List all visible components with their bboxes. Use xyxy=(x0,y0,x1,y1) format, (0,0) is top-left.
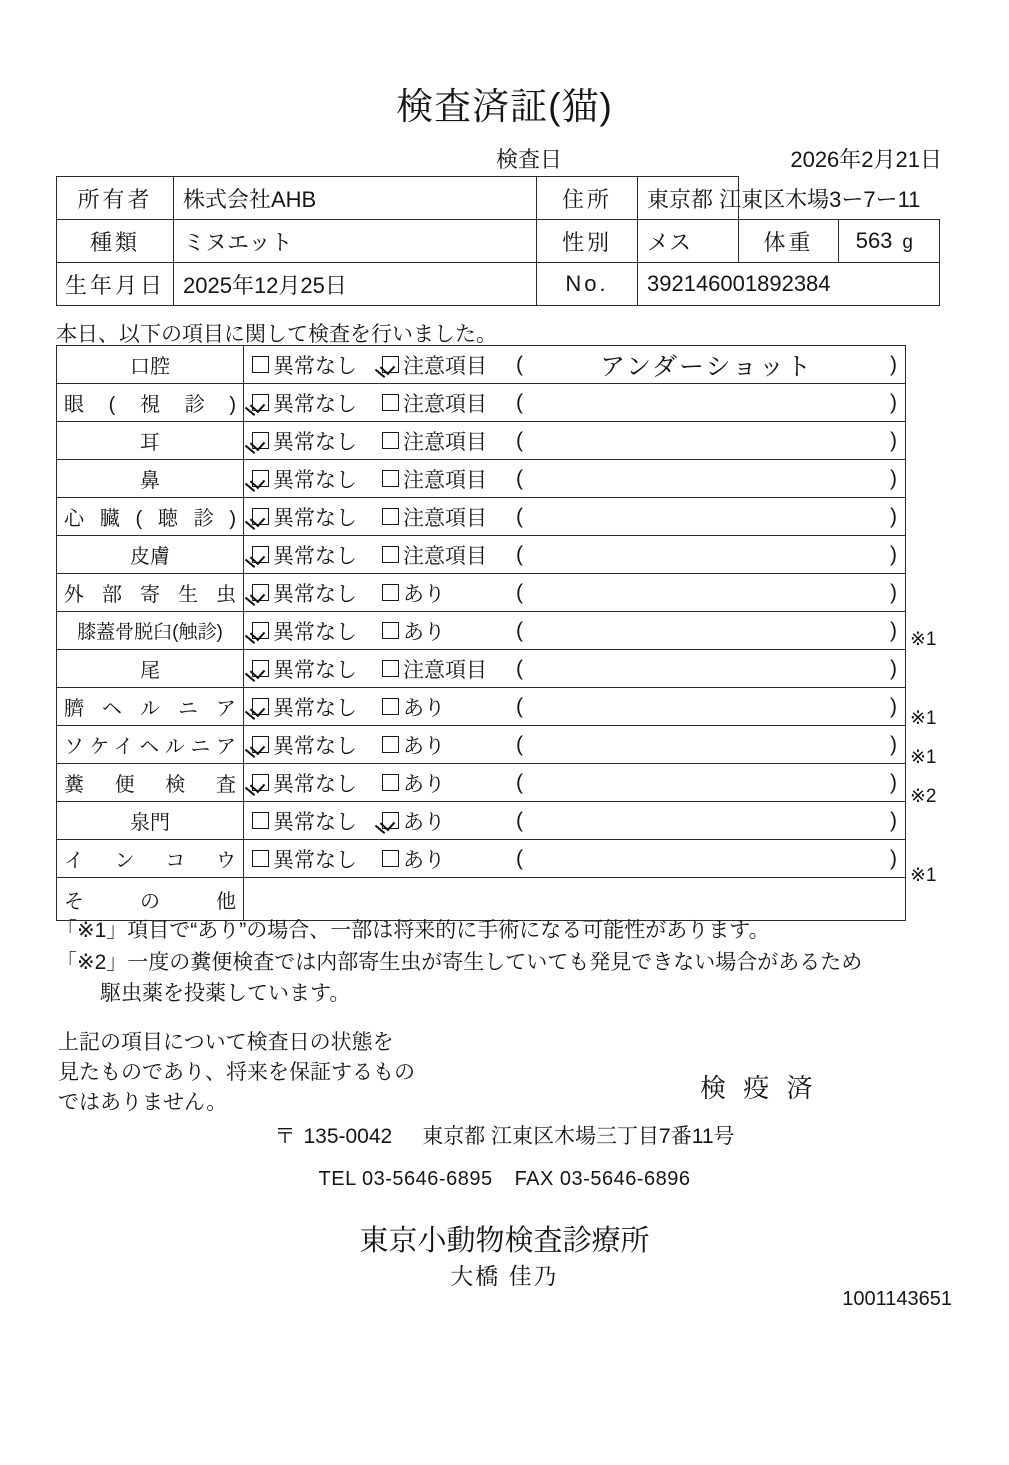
checklist-item-options xyxy=(244,726,906,764)
table-row xyxy=(57,536,906,574)
option-normal[interactable] xyxy=(252,692,382,722)
footnotes xyxy=(56,915,936,1010)
checklist-item-options xyxy=(244,536,906,574)
birthdate-label: 生年月日 xyxy=(57,263,174,306)
checkbox-icon[interactable] xyxy=(382,470,399,487)
option-finding[interactable] xyxy=(382,464,510,494)
inspection-checklist-table xyxy=(56,345,906,921)
checklist-item-label xyxy=(57,688,244,726)
footnote-mark xyxy=(910,424,980,463)
option-finding[interactable] xyxy=(382,388,510,418)
checked-checkbox-icon[interactable] xyxy=(252,546,269,563)
option-normal[interactable] xyxy=(252,654,382,684)
table-row xyxy=(57,422,906,460)
option-label: 異常なし xyxy=(273,506,357,530)
option-normal[interactable] xyxy=(252,388,382,418)
checkbox-icon[interactable] xyxy=(382,850,399,867)
checkbox-icon[interactable] xyxy=(382,622,399,639)
animal-no-label: No. xyxy=(537,263,638,306)
table-row xyxy=(57,764,906,802)
option-normal[interactable] xyxy=(252,578,382,608)
paren-open: ( xyxy=(516,466,523,490)
option-normal[interactable] xyxy=(252,502,382,532)
paren-open: ( xyxy=(516,542,523,566)
footnote-mark xyxy=(910,463,980,502)
checklist-item-label xyxy=(57,422,244,460)
table-row xyxy=(57,840,906,878)
checkbox-icon[interactable] xyxy=(382,546,399,563)
paren-close: ) xyxy=(890,656,897,680)
other-label-text: その他 xyxy=(64,890,236,913)
checklist-item-label-text: 鼻 xyxy=(140,470,160,492)
paren-open: ( xyxy=(516,732,523,756)
paren-close: ) xyxy=(890,694,897,718)
intro-text: 本日、以下の項目に関して検査を行いました。 xyxy=(56,323,497,346)
checklist-item-label xyxy=(57,802,244,840)
checklist-item-label-text: 泉門 xyxy=(130,812,170,834)
option-label: あり xyxy=(403,772,445,796)
option-label: あり xyxy=(403,696,445,720)
option-label: 注意項目 xyxy=(403,392,487,416)
option-label: 異常なし xyxy=(273,620,357,644)
checked-checkbox-icon[interactable] xyxy=(382,812,399,829)
checklist-item-label-text: 臍ヘルニア xyxy=(64,698,236,720)
option-finding[interactable] xyxy=(382,806,510,836)
table-row xyxy=(57,650,906,688)
checklist-item-label xyxy=(57,574,244,612)
footnote-mark xyxy=(910,384,980,423)
option-finding[interactable] xyxy=(382,654,510,684)
page-title: 検査済証(猫) xyxy=(396,86,613,127)
table-row xyxy=(57,574,906,612)
sex-label: 性別 xyxy=(537,220,638,263)
checklist-item-label-text: 外部寄生虫 xyxy=(64,584,236,606)
footnote-mark: ※2 xyxy=(910,786,937,808)
breed-label: 種類 xyxy=(57,220,174,263)
checklist-item-options xyxy=(244,840,906,878)
checklist-item-options xyxy=(244,688,906,726)
weight-value-cell xyxy=(839,220,940,263)
address-label: 住所 xyxy=(537,177,638,220)
quarantine-stamp: 検 疫 済 xyxy=(700,1073,818,1103)
option-label: あり xyxy=(403,848,445,872)
exam-date-row xyxy=(56,144,942,174)
option-label: 異常なし xyxy=(273,430,357,454)
paren-close: ) xyxy=(890,732,897,756)
exam-date-label: 検査日 xyxy=(495,147,562,172)
option-finding[interactable] xyxy=(382,502,510,532)
option-label: 異常なし xyxy=(273,582,357,606)
option-label: 異常なし xyxy=(273,468,357,492)
owner-value: 株式会社AHB xyxy=(174,177,537,220)
checked-checkbox-icon[interactable] xyxy=(252,698,269,715)
option-finding[interactable] xyxy=(382,578,510,608)
option-label: 注意項目 xyxy=(403,468,487,492)
checklist-item-label xyxy=(57,612,244,650)
paren-open: ( xyxy=(516,618,523,642)
option-finding[interactable] xyxy=(382,730,510,760)
option-normal[interactable] xyxy=(252,540,382,570)
footnote-mark xyxy=(910,659,980,698)
paren-close: ) xyxy=(890,504,897,528)
option-finding[interactable] xyxy=(382,616,510,646)
veterinarian-name: 大橋 佳乃 xyxy=(450,1263,559,1289)
checklist-item-label-text: 尾 xyxy=(140,660,160,682)
table-row xyxy=(57,384,906,422)
handwritten-note[interactable]: アンダーショット xyxy=(599,351,813,381)
paren-close: ) xyxy=(890,770,897,794)
checked-checkbox-icon[interactable] xyxy=(252,736,269,753)
option-label: 注意項目 xyxy=(403,354,487,378)
weight-value: 563 xyxy=(855,228,893,253)
checklist-item-options xyxy=(244,612,906,650)
option-finding[interactable] xyxy=(382,426,510,456)
checkbox-icon[interactable] xyxy=(382,432,399,449)
sex-value: メス xyxy=(638,220,739,263)
owner-label: 所有者 xyxy=(57,177,174,220)
paren-close: ) xyxy=(890,808,897,832)
checkbox-icon[interactable] xyxy=(382,508,399,525)
checklist-item-options xyxy=(244,802,906,840)
checkbox-icon[interactable] xyxy=(252,812,269,829)
option-label: 注意項目 xyxy=(403,658,487,682)
checklist-item-label-text: 皮膚 xyxy=(130,546,170,568)
checklist-item-label-text: 耳 xyxy=(140,432,160,454)
checkbox-icon[interactable] xyxy=(382,774,399,791)
clinic-zip: 135-0042 xyxy=(303,1125,393,1148)
checked-checkbox-icon[interactable] xyxy=(252,774,269,791)
footnote-2-line1: 「※2」一度の糞便検査では内部寄生虫が寄生していても発見できない場合があるため xyxy=(56,950,863,974)
option-label: 異常なし xyxy=(273,392,357,416)
checklist-item-options xyxy=(244,346,906,384)
checkbox-icon[interactable] xyxy=(382,698,399,715)
paren-close: ) xyxy=(890,542,897,566)
paren-close: ) xyxy=(890,390,897,414)
checklist-item-label-text: 口腔 xyxy=(130,356,170,378)
footnote-mark xyxy=(910,817,980,856)
footnote-mark: ※1 xyxy=(910,707,937,729)
checklist-item-options xyxy=(244,460,906,498)
option-label: 注意項目 xyxy=(403,544,487,568)
checklist-item-options xyxy=(244,574,906,612)
checklist-item-label-text: インコウ xyxy=(64,850,236,872)
option-label: 注意項目 xyxy=(403,430,487,454)
clinic-contact-line xyxy=(0,1168,1009,1191)
option-normal[interactable] xyxy=(252,616,382,646)
paren-open: ( xyxy=(516,428,523,452)
option-finding[interactable] xyxy=(382,692,510,722)
clinic-fax: FAX 03-5646-6896 xyxy=(514,1168,691,1190)
checklist-item-label-text: 糞便検査 xyxy=(64,774,236,796)
option-finding[interactable] xyxy=(382,540,510,570)
checked-checkbox-icon[interactable] xyxy=(252,660,269,677)
paren-open: ( xyxy=(516,656,523,680)
checkbox-icon[interactable] xyxy=(252,356,269,373)
paren-open: ( xyxy=(516,504,523,528)
option-finding[interactable] xyxy=(382,768,510,798)
checklist-item-options xyxy=(244,764,906,802)
option-label: 異常なし xyxy=(273,354,357,378)
option-normal[interactable] xyxy=(252,426,382,456)
weight-label: 体重 xyxy=(738,220,839,263)
animal-no-value: 392146001892384 xyxy=(638,263,940,306)
checklist-item-label xyxy=(57,498,244,536)
checkbox-icon[interactable] xyxy=(382,584,399,601)
footnote-mark: ※1 xyxy=(910,864,937,886)
option-normal[interactable] xyxy=(252,806,382,836)
table-row xyxy=(57,498,906,536)
clinic-tel: TEL 03-5646-6895 xyxy=(318,1168,493,1190)
checklist-item-label xyxy=(57,346,244,384)
checkbox-icon[interactable] xyxy=(382,736,399,753)
footnote-mark: ※1 xyxy=(910,746,937,768)
disclaimer-line-3: ではありません。 xyxy=(58,1090,228,1114)
option-normal[interactable] xyxy=(252,350,382,380)
option-label: 異常なし xyxy=(273,544,357,568)
checklist-item-label xyxy=(57,384,244,422)
table-row xyxy=(57,802,906,840)
option-label: 異常なし xyxy=(273,810,357,834)
checklist-item-label xyxy=(57,460,244,498)
footnote-mark: ※1 xyxy=(910,629,937,651)
checked-checkbox-icon[interactable] xyxy=(252,470,269,487)
checked-checkbox-icon[interactable] xyxy=(252,584,269,601)
footnote-mark xyxy=(910,345,980,384)
animal-info-table xyxy=(56,176,940,306)
footnote-mark xyxy=(910,581,980,620)
paren-close: ) xyxy=(890,466,897,490)
checklist-item-label xyxy=(57,726,244,764)
option-finding[interactable] xyxy=(382,844,510,874)
checklist-item-options xyxy=(244,422,906,460)
checklist-item-label xyxy=(57,764,244,802)
checklist-item-label-text: ソケイヘルニア xyxy=(64,736,236,758)
table-row-breed xyxy=(57,220,940,263)
option-label: あり xyxy=(403,620,445,644)
paren-open: ( xyxy=(516,352,523,376)
option-label: 異常なし xyxy=(273,848,357,872)
checkbox-icon[interactable] xyxy=(382,660,399,677)
checked-checkbox-icon[interactable] xyxy=(382,356,399,373)
paren-open: ( xyxy=(516,390,523,414)
option-finding[interactable] xyxy=(382,350,510,380)
table-row xyxy=(57,346,906,384)
paren-close: ) xyxy=(890,580,897,604)
footnote-2-line2: 駆虫薬を投薬しています。 xyxy=(100,982,351,1005)
table-row xyxy=(57,460,906,498)
table-row xyxy=(57,612,906,650)
checklist-item-options xyxy=(244,384,906,422)
option-label: 異常なし xyxy=(273,658,357,682)
paren-open: ( xyxy=(516,846,523,870)
postal-mark-icon: 〒 xyxy=(274,1125,296,1148)
footnote-mark xyxy=(910,541,980,580)
table-row-birth xyxy=(57,263,940,306)
footnote-marks-column xyxy=(910,345,980,895)
breed-value: ミヌエット xyxy=(174,220,537,263)
checked-checkbox-icon[interactable] xyxy=(252,394,269,411)
checked-checkbox-icon[interactable] xyxy=(252,622,269,639)
address-value: 東京都 江東区木場3ー7ー11 xyxy=(638,177,739,220)
option-label: あり xyxy=(403,810,445,834)
checkbox-icon[interactable] xyxy=(382,394,399,411)
option-label: 異常なし xyxy=(273,696,357,720)
checklist-item-label xyxy=(57,650,244,688)
checklist-item-label-text: 膝蓋骨脱臼(触診) xyxy=(77,622,223,643)
reference-number: 1001143651 xyxy=(842,1288,952,1310)
option-label: 異常なし xyxy=(273,772,357,796)
checked-checkbox-icon[interactable] xyxy=(252,432,269,449)
disclaimer-line-1: 上記の項目について検査日の状態を xyxy=(58,1031,394,1054)
footnote-mark xyxy=(910,502,980,541)
clinic-address: 東京都 江東区木場三丁目7番11号 xyxy=(422,1125,735,1148)
paren-close: ) xyxy=(890,846,897,870)
checklist-item-options xyxy=(244,498,906,536)
paren-close: ) xyxy=(890,352,897,376)
option-label: 注意項目 xyxy=(403,506,487,530)
checklist-item-label-text: 眼(視診) xyxy=(64,394,236,416)
checklist-item-options xyxy=(244,650,906,688)
clinic-name: 東京小動物検査診療所 xyxy=(359,1225,650,1257)
paren-open: ( xyxy=(516,694,523,718)
checked-checkbox-icon[interactable] xyxy=(252,508,269,525)
paren-close: ) xyxy=(890,618,897,642)
option-label: あり xyxy=(403,582,445,606)
table-row xyxy=(57,726,906,764)
option-label: 異常なし xyxy=(273,734,357,758)
checklist-item-label-text: 心臓(聴診) xyxy=(64,508,236,530)
weight-unit: g xyxy=(902,232,913,253)
birthdate-value: 2025年12月25日 xyxy=(174,263,537,306)
table-row xyxy=(57,688,906,726)
table-row-owner xyxy=(57,177,940,220)
option-normal[interactable] xyxy=(252,768,382,798)
paren-close: ) xyxy=(890,428,897,452)
paren-open: ( xyxy=(516,770,523,794)
footnote-1: 「※1」項目で“あり”の場合、一部は将来的に手術になる可能性があります。 xyxy=(56,919,770,942)
exam-date-value: 2026年2月21日 xyxy=(790,147,942,172)
option-normal[interactable] xyxy=(252,730,382,760)
checkbox-icon[interactable] xyxy=(252,850,269,867)
paren-open: ( xyxy=(516,580,523,604)
option-label: あり xyxy=(403,734,445,758)
option-normal[interactable] xyxy=(252,464,382,494)
option-normal[interactable] xyxy=(252,844,382,874)
disclaimer-text xyxy=(58,1028,415,1117)
checklist-item-label xyxy=(57,840,244,878)
checklist-item-label xyxy=(57,536,244,574)
clinic-address-line xyxy=(0,1120,1009,1150)
disclaimer-line-2: 見たものであり、将来を保証するもの xyxy=(58,1060,415,1084)
paren-open: ( xyxy=(516,808,523,832)
